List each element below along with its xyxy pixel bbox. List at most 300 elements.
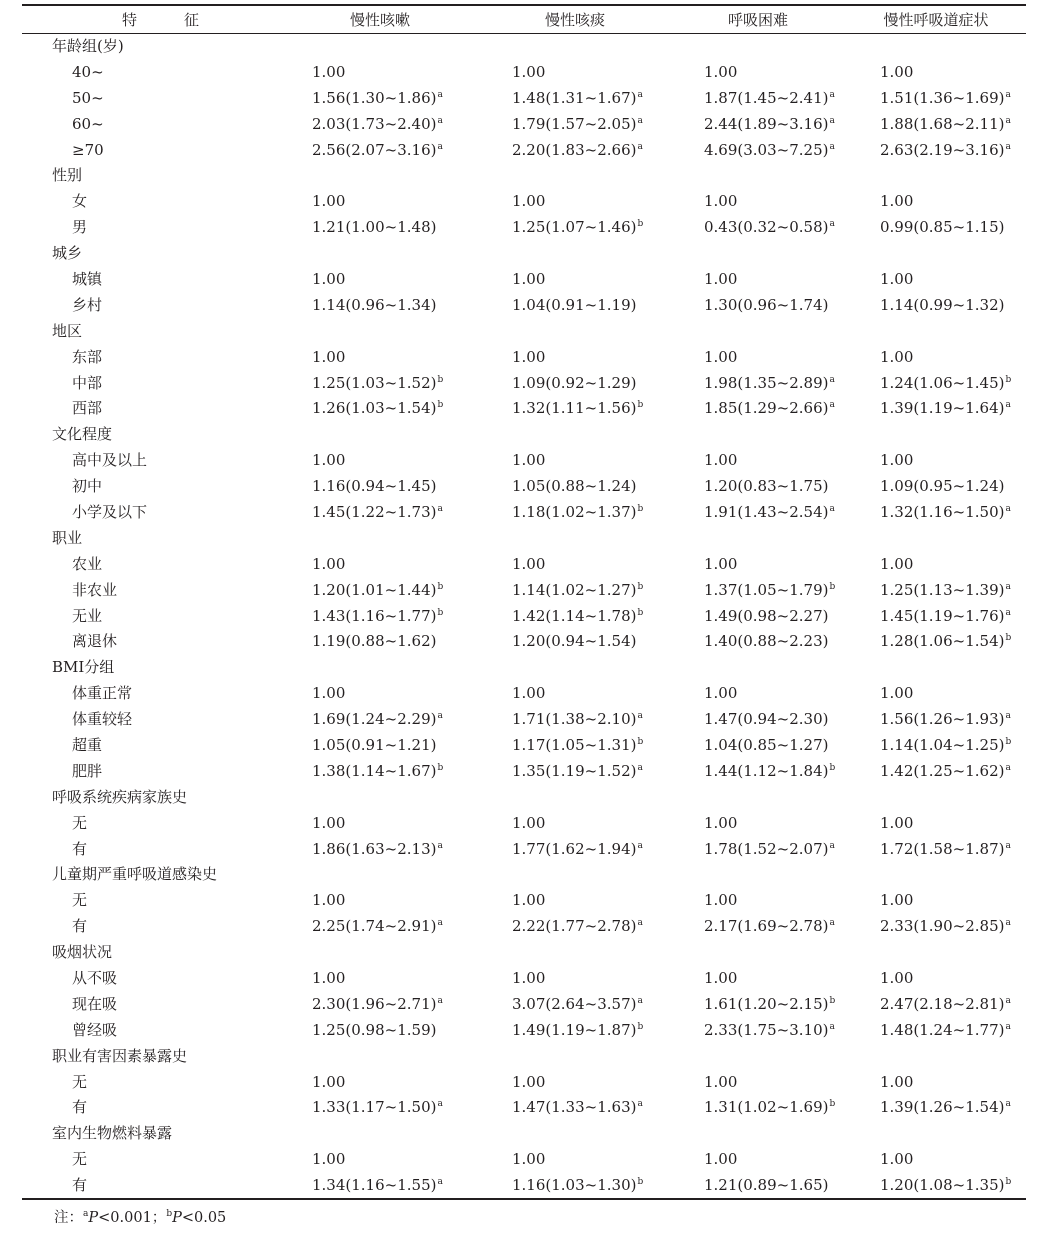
odds-ratio-value: 1.05(0.91~1.21) (312, 735, 437, 754)
odds-ratio-value: 1.21(0.89~1.65) (704, 1175, 829, 1194)
odds-ratio-value: 1.20(1.01~1.44) (312, 580, 437, 599)
odds-ratio-value: 1.00 (312, 192, 346, 211)
value-cell (846, 836, 1026, 862)
value-cell (670, 1017, 846, 1043)
table-row (22, 836, 1026, 862)
significance-marker: b (437, 374, 444, 385)
table-body (22, 34, 1026, 1199)
row-label: 高中及以上 (72, 451, 148, 470)
odds-ratio-value: 1.48(1.31~1.67) (512, 88, 637, 107)
value-cell (480, 1095, 670, 1121)
empty-cell (480, 525, 670, 551)
value-cell (670, 137, 846, 163)
odds-ratio-value: 2.22(1.77~2.78) (512, 917, 637, 936)
significance-marker: a (829, 374, 835, 385)
odds-ratio-value: 1.98(1.35~2.89) (704, 373, 829, 392)
significance-marker: b (637, 581, 644, 592)
empty-cell (670, 940, 846, 966)
odds-ratio-value: 1.00 (312, 684, 346, 703)
significance-marker: a (829, 918, 835, 929)
table-row (22, 1095, 1026, 1121)
value-cell (670, 577, 846, 603)
significance-marker: b (1005, 374, 1012, 385)
empty-cell (280, 163, 480, 189)
header-chronic-cough: 慢性咳嗽 (349, 11, 410, 29)
odds-ratio-value: 1.31(1.02~1.69) (704, 1098, 829, 1117)
table-row (22, 888, 1026, 914)
odds-ratio-value: 1.00 (880, 192, 914, 211)
odds-ratio-value: 1.00 (880, 62, 914, 81)
significance-marker: a (437, 840, 443, 851)
odds-ratio-value: 1.00 (880, 969, 914, 987)
value-cell (670, 1173, 846, 1199)
value-cell (280, 991, 480, 1017)
group-label: 职业 (52, 528, 83, 547)
value-cell (280, 1017, 480, 1043)
value-cell (846, 448, 1026, 474)
value-cell (280, 396, 480, 422)
row-label: 体重正常 (72, 684, 133, 703)
odds-ratio-value: 2.17(1.69~2.78) (704, 917, 829, 936)
row-label: 从不吸 (72, 969, 118, 987)
table-row (22, 1147, 1026, 1173)
value-cell (846, 629, 1026, 655)
odds-ratio-value: 1.32(1.11~1.56) (512, 399, 637, 418)
row-label: 40~ (72, 62, 104, 81)
value-cell (846, 1017, 1026, 1043)
value-cell (846, 707, 1026, 733)
value-cell (846, 551, 1026, 577)
empty-cell (280, 525, 480, 551)
footnote-p-a: P (88, 1210, 99, 1226)
value-cell (846, 215, 1026, 241)
significance-marker: b (437, 762, 444, 773)
value-cell (846, 85, 1026, 111)
odds-ratio-value: 2.47(2.18~2.81) (880, 994, 1005, 1013)
value-cell (280, 111, 480, 137)
table-row (22, 344, 1026, 370)
value-cell (280, 629, 480, 655)
table-row (22, 474, 1026, 500)
row-label: 60~ (72, 114, 104, 133)
value-cell (280, 85, 480, 111)
odds-ratio-value: 1.38(1.14~1.67) (312, 761, 437, 780)
odds-ratio-value: 1.09(0.95~1.24) (880, 477, 1005, 496)
row-label: 男 (72, 218, 88, 237)
odds-ratio-value: 1.00 (512, 684, 546, 703)
value-cell (280, 914, 480, 940)
row-label: 女 (72, 192, 88, 211)
significance-marker: a (637, 995, 643, 1006)
value-cell (280, 1069, 480, 1095)
odds-ratio-value: 1.00 (312, 813, 346, 832)
odds-ratio-value: 1.00 (512, 1150, 546, 1169)
row-label: 有 (72, 1175, 88, 1194)
row-label: 超重 (72, 735, 103, 754)
value-cell (480, 344, 670, 370)
value-cell (480, 1069, 670, 1095)
empty-cell (846, 940, 1026, 966)
significance-marker: b (1005, 633, 1012, 644)
row-label: ≥70 (72, 140, 104, 159)
value-cell (480, 577, 670, 603)
odds-ratio-value: 1.49(0.98~2.27) (704, 606, 829, 625)
value-cell (670, 707, 846, 733)
odds-ratio-value: 1.14(1.02~1.27) (512, 580, 637, 599)
significance-marker: b (829, 1099, 836, 1110)
odds-ratio-value: 1.04(0.91~1.19) (512, 295, 637, 314)
header-chronic-respiratory-symptoms: 慢性呼吸道症状 (883, 11, 989, 29)
empty-cell (480, 655, 670, 681)
value-cell (480, 448, 670, 474)
empty-cell (480, 34, 670, 60)
results-table (22, 4, 1026, 1200)
row-label: 离退休 (72, 632, 118, 651)
odds-ratio-value: 1.00 (704, 684, 738, 703)
empty-cell (846, 1121, 1026, 1147)
empty-cell (480, 940, 670, 966)
odds-ratio-value: 1.16(1.03~1.30) (512, 1175, 637, 1194)
table-row (22, 292, 1026, 318)
odds-ratio-value: 1.26(1.03~1.54) (312, 399, 437, 418)
value-cell (670, 758, 846, 784)
value-cell (480, 966, 670, 992)
value-cell (846, 991, 1026, 1017)
table-row (22, 137, 1026, 163)
value-cell (480, 85, 670, 111)
value-cell (480, 292, 670, 318)
odds-ratio-value: 1.00 (312, 891, 346, 910)
significance-marker: a (637, 711, 643, 722)
significance-marker: b (637, 1021, 644, 1032)
odds-ratio-value: 1.00 (512, 347, 546, 366)
row-label: 无 (72, 891, 88, 910)
value-cell (670, 603, 846, 629)
value-cell (480, 1017, 670, 1043)
value-cell (846, 292, 1026, 318)
significance-marker: a (637, 89, 643, 100)
value-cell (280, 448, 480, 474)
value-cell (480, 474, 670, 500)
odds-ratio-value: 1.00 (704, 1150, 738, 1169)
significance-marker: b (1005, 1176, 1012, 1187)
value-cell (670, 733, 846, 759)
empty-cell (670, 655, 846, 681)
value-cell (480, 189, 670, 215)
empty-cell (480, 163, 670, 189)
odds-ratio-value: 1.69(1.24~2.29) (312, 710, 437, 729)
value-cell (670, 991, 846, 1017)
row-label: 农业 (72, 554, 103, 573)
empty-cell (670, 241, 846, 267)
significance-marker: a (1005, 1099, 1011, 1110)
odds-ratio-value: 1.91(1.43~2.54) (704, 502, 829, 521)
group-label: 文化程度 (52, 425, 113, 444)
group-label: 职业有害因素暴露史 (52, 1046, 188, 1065)
odds-ratio-value: 1.42(1.14~1.78) (512, 606, 637, 625)
odds-ratio-value: 1.24(1.06~1.45) (880, 373, 1005, 392)
footnote-sup-b: b (166, 1209, 173, 1219)
group-row (22, 862, 1026, 888)
odds-ratio-value: 1.00 (704, 192, 738, 211)
odds-ratio-value: 1.00 (312, 1072, 346, 1091)
empty-cell (670, 163, 846, 189)
odds-ratio-value: 1.28(1.06~1.54) (880, 632, 1005, 651)
odds-ratio-value: 1.00 (880, 269, 914, 288)
row-label: 现在吸 (72, 994, 118, 1013)
table-row (22, 991, 1026, 1017)
row-label: 曾经吸 (72, 1020, 118, 1039)
odds-ratio-value: 1.61(1.20~2.15) (704, 994, 829, 1013)
odds-ratio-value: 1.78(1.52~2.07) (704, 839, 829, 858)
empty-cell (846, 862, 1026, 888)
row-label: 东部 (72, 347, 103, 366)
significance-marker: a (1005, 840, 1011, 851)
row-label: 城镇 (72, 269, 103, 288)
value-cell (846, 137, 1026, 163)
significance-marker: b (829, 995, 836, 1006)
value-cell (280, 603, 480, 629)
odds-ratio-value: 1.00 (704, 451, 738, 470)
row-label: 有 (72, 917, 88, 936)
value-cell (846, 267, 1026, 293)
significance-marker: a (1005, 607, 1011, 618)
value-cell (280, 551, 480, 577)
group-label: 呼吸系统疾病家族史 (52, 787, 188, 806)
value-cell (480, 137, 670, 163)
value-cell (280, 59, 480, 85)
significance-marker: a (829, 115, 835, 126)
value-cell (846, 1095, 1026, 1121)
value-cell (480, 370, 670, 396)
odds-ratio-value: 1.44(1.12~1.84) (704, 761, 829, 780)
value-cell (670, 810, 846, 836)
table-row (22, 370, 1026, 396)
odds-ratio-value: 1.00 (312, 554, 346, 573)
significance-marker: b (437, 607, 444, 618)
value-cell (846, 810, 1026, 836)
value-cell (480, 888, 670, 914)
row-label: 中部 (72, 373, 103, 392)
empty-cell (670, 525, 846, 551)
odds-ratio-value: 1.00 (312, 1150, 346, 1169)
odds-ratio-value: 1.39(1.26~1.54) (880, 1098, 1005, 1117)
empty-cell (670, 34, 846, 60)
significance-marker: b (637, 503, 644, 514)
odds-ratio-value: 2.56(2.07~3.16) (312, 140, 437, 159)
odds-ratio-value: 1.00 (880, 347, 914, 366)
odds-ratio-value: 1.56(1.26~1.93) (880, 710, 1005, 729)
significance-marker: b (829, 581, 836, 592)
footnote-text-a: <0.001； (98, 1210, 167, 1226)
value-cell (480, 551, 670, 577)
significance-marker: a (637, 115, 643, 126)
value-cell (280, 733, 480, 759)
table-footnote (54, 1206, 226, 1227)
results-table-container (22, 4, 1026, 1200)
odds-ratio-value: 1.18(1.02~1.37) (512, 502, 637, 521)
table-row (22, 681, 1026, 707)
value-cell (280, 810, 480, 836)
odds-ratio-value: 1.34(1.16~1.55) (312, 1175, 437, 1194)
odds-ratio-value: 2.25(1.74~2.91) (312, 917, 437, 936)
value-cell (670, 448, 846, 474)
group-label: 城乡 (52, 244, 83, 263)
significance-marker: a (437, 918, 443, 929)
value-cell (670, 267, 846, 293)
odds-ratio-value: 1.00 (312, 347, 346, 366)
group-row (22, 525, 1026, 551)
table-row (22, 448, 1026, 474)
table-row (22, 85, 1026, 111)
value-cell (280, 888, 480, 914)
significance-marker: a (1005, 762, 1011, 773)
empty-cell (846, 1043, 1026, 1069)
table-row (22, 577, 1026, 603)
odds-ratio-value: 1.00 (880, 684, 914, 703)
odds-ratio-value: 1.33(1.17~1.50) (312, 1098, 437, 1117)
value-cell (480, 1173, 670, 1199)
row-label: 无业 (72, 606, 103, 625)
row-label: 肥胖 (72, 761, 103, 780)
group-row (22, 1121, 1026, 1147)
odds-ratio-value: 1.00 (512, 62, 546, 81)
odds-ratio-value: 1.43(1.16~1.77) (312, 606, 437, 625)
group-row (22, 422, 1026, 448)
significance-marker: a (1005, 918, 1011, 929)
odds-ratio-value: 1.47(0.94~2.30) (704, 710, 829, 729)
odds-ratio-value: 1.20(0.83~1.75) (704, 477, 829, 496)
value-cell (670, 500, 846, 526)
value-cell (670, 629, 846, 655)
significance-marker: b (637, 1176, 644, 1187)
value-cell (670, 59, 846, 85)
value-cell (280, 1147, 480, 1173)
table-row (22, 603, 1026, 629)
odds-ratio-value: 2.33(1.90~2.85) (880, 917, 1005, 936)
value-cell (846, 189, 1026, 215)
empty-cell (280, 241, 480, 267)
row-label: 有 (72, 839, 88, 858)
table-row (22, 914, 1026, 940)
odds-ratio-value: 1.51(1.36~1.69) (880, 88, 1005, 107)
value-cell (480, 396, 670, 422)
table-row (22, 551, 1026, 577)
empty-cell (280, 862, 480, 888)
odds-ratio-value: 1.25(0.98~1.59) (312, 1020, 437, 1039)
footnote-prefix: 注： (54, 1210, 83, 1226)
odds-ratio-value: 1.45(1.19~1.76) (880, 606, 1005, 625)
significance-marker: a (437, 995, 443, 1006)
value-cell (670, 189, 846, 215)
odds-ratio-value: 1.00 (704, 1072, 738, 1091)
odds-ratio-value: 1.14(0.99~1.32) (880, 295, 1005, 314)
odds-ratio-value: 1.00 (312, 62, 346, 81)
empty-cell (280, 1121, 480, 1147)
group-label: 性别 (52, 166, 83, 185)
value-cell (280, 758, 480, 784)
group-row (22, 655, 1026, 681)
value-cell (670, 888, 846, 914)
group-row (22, 784, 1026, 810)
empty-cell (480, 318, 670, 344)
value-cell (670, 1069, 846, 1095)
significance-marker: a (1005, 503, 1011, 514)
row-label: 西部 (72, 399, 103, 418)
group-label: 儿童期严重呼吸道感染史 (52, 865, 218, 884)
odds-ratio-value: 1.00 (880, 554, 914, 573)
empty-cell (846, 525, 1026, 551)
value-cell (670, 370, 846, 396)
row-label: 无 (72, 1072, 88, 1091)
significance-marker: a (829, 89, 835, 100)
significance-marker: b (437, 400, 444, 411)
empty-cell (280, 784, 480, 810)
odds-ratio-value: 1.00 (512, 192, 546, 211)
value-cell (280, 1173, 480, 1199)
group-label: 吸烟状况 (52, 943, 113, 962)
significance-marker: a (437, 141, 443, 152)
value-cell (480, 59, 670, 85)
odds-ratio-value: 1.00 (704, 347, 738, 366)
significance-marker: a (637, 1099, 643, 1110)
odds-ratio-value: 1.20(1.08~1.35) (880, 1175, 1005, 1194)
significance-marker: a (637, 840, 643, 851)
table-row (22, 500, 1026, 526)
odds-ratio-value: 1.21(1.00~1.48) (312, 218, 437, 237)
group-label: 地区 (52, 321, 83, 340)
value-cell (846, 758, 1026, 784)
value-cell (846, 966, 1026, 992)
table-row (22, 111, 1026, 137)
odds-ratio-value: 0.99(0.85~1.15) (880, 218, 1005, 237)
odds-ratio-value: 2.33(1.75~3.10) (704, 1020, 829, 1039)
significance-marker: a (1005, 400, 1011, 411)
value-cell (480, 810, 670, 836)
odds-ratio-value: 1.00 (512, 1072, 546, 1091)
value-cell (280, 681, 480, 707)
empty-cell (846, 655, 1026, 681)
empty-cell (280, 422, 480, 448)
odds-ratio-value: 1.05(0.88~1.24) (512, 477, 637, 496)
odds-ratio-value: 1.79(1.57~2.05) (512, 114, 637, 133)
odds-ratio-value: 1.16(0.94~1.45) (312, 477, 437, 496)
value-cell (480, 1147, 670, 1173)
value-cell (670, 344, 846, 370)
value-cell (280, 292, 480, 318)
odds-ratio-value: 1.17(1.05~1.31) (512, 735, 637, 754)
group-label: 年龄组(岁) (52, 37, 124, 56)
value-cell (480, 681, 670, 707)
row-label: 无 (72, 1150, 88, 1169)
significance-marker: b (1005, 736, 1012, 747)
empty-cell (670, 1043, 846, 1069)
empty-cell (846, 318, 1026, 344)
significance-marker: b (637, 736, 644, 747)
odds-ratio-value: 2.03(1.73~2.40) (312, 114, 437, 133)
odds-ratio-value: 1.35(1.19~1.52) (512, 761, 637, 780)
odds-ratio-value: 1.00 (512, 554, 546, 573)
odds-ratio-value: 0.43(0.32~0.58) (704, 218, 829, 237)
value-cell (670, 1147, 846, 1173)
value-cell (480, 215, 670, 241)
value-cell (280, 189, 480, 215)
value-cell (846, 888, 1026, 914)
value-cell (280, 966, 480, 992)
group-row (22, 1043, 1026, 1069)
value-cell (670, 681, 846, 707)
value-cell (280, 1095, 480, 1121)
